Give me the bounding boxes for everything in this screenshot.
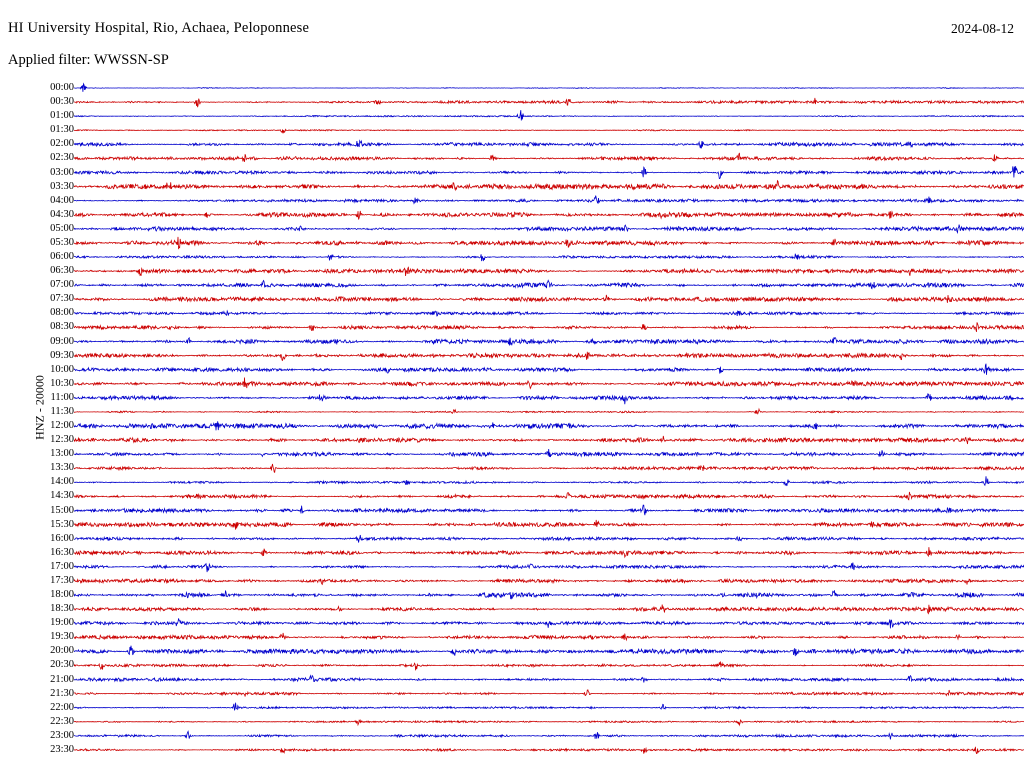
trace-line bbox=[74, 225, 1024, 233]
seismogram-traces bbox=[74, 78, 1024, 778]
trace-line bbox=[74, 364, 1024, 375]
time-label: 14:00 bbox=[50, 476, 74, 488]
trace-line bbox=[74, 605, 1024, 614]
time-label: 13:30 bbox=[50, 462, 74, 474]
trace-line bbox=[74, 520, 1024, 530]
trace-area bbox=[74, 78, 1024, 778]
trace-line bbox=[74, 280, 1024, 288]
time-label: 19:30 bbox=[50, 631, 74, 643]
time-label: 01:30 bbox=[50, 124, 74, 136]
trace-line bbox=[74, 535, 1024, 543]
trace-line bbox=[74, 590, 1024, 599]
time-label: 07:30 bbox=[50, 293, 74, 305]
page-title: HI University Hospital, Rio, Achaea, Peloponnese bbox=[8, 20, 310, 36]
trace-line bbox=[74, 703, 1024, 711]
time-label: 05:00 bbox=[50, 222, 74, 234]
trace-line bbox=[74, 676, 1024, 683]
time-label: 12:00 bbox=[50, 420, 74, 431]
time-label: 18:00 bbox=[50, 589, 74, 600]
time-label: 17:00 bbox=[50, 560, 74, 572]
trace-line bbox=[74, 409, 1024, 414]
trace-line bbox=[74, 110, 1024, 120]
trace-line bbox=[74, 237, 1024, 249]
trace-line bbox=[74, 254, 1024, 261]
time-label: 16:30 bbox=[50, 546, 74, 558]
time-label: 12:30 bbox=[50, 434, 74, 446]
time-label: 04:00 bbox=[50, 194, 74, 206]
time-label: 23:00 bbox=[50, 729, 74, 741]
time-label: 13:00 bbox=[50, 448, 74, 460]
trace-line bbox=[74, 464, 1024, 472]
time-label: 21:00 bbox=[50, 673, 74, 685]
trace-line bbox=[74, 690, 1024, 697]
time-axis bbox=[0, 78, 74, 778]
time-label: 10:30 bbox=[50, 377, 74, 389]
time-label: 17:30 bbox=[50, 574, 74, 586]
trace-line bbox=[74, 394, 1024, 404]
trace-line bbox=[74, 295, 1024, 303]
time-label: 06:30 bbox=[50, 265, 74, 277]
helicorder-plot bbox=[0, 78, 1024, 778]
time-label: 10:00 bbox=[50, 363, 74, 375]
time-label: 01:00 bbox=[50, 110, 74, 122]
time-label: 00:30 bbox=[50, 96, 74, 108]
trace-line bbox=[74, 449, 1024, 457]
time-label: 04:30 bbox=[50, 208, 74, 220]
trace-line bbox=[74, 211, 1024, 220]
trace-line bbox=[74, 196, 1024, 204]
time-label: 03:00 bbox=[50, 166, 74, 178]
trace-line bbox=[74, 378, 1024, 389]
time-label: 23:30 bbox=[50, 743, 74, 755]
trace-line bbox=[74, 436, 1024, 444]
trace-line bbox=[74, 84, 1024, 92]
time-label: 05:30 bbox=[50, 236, 74, 248]
trace-line bbox=[74, 337, 1024, 345]
time-label: 00:00 bbox=[50, 82, 74, 93]
trace-line bbox=[74, 98, 1024, 107]
time-label: 09:30 bbox=[50, 349, 74, 361]
y-axis-label: HNZ - 20000 bbox=[32, 375, 47, 440]
trace-line bbox=[74, 181, 1024, 190]
time-label: 20:00 bbox=[50, 645, 74, 657]
time-label: 15:00 bbox=[50, 504, 74, 516]
trace-line bbox=[74, 618, 1024, 628]
recording-date: 2024-08-12 bbox=[951, 21, 1014, 36]
applied-filter-label: Applied filter: WWSSN-SP bbox=[8, 52, 169, 68]
time-label: 22:30 bbox=[50, 715, 74, 727]
trace-line bbox=[74, 492, 1024, 500]
time-label: 18:30 bbox=[50, 603, 74, 615]
time-label: 06:00 bbox=[50, 251, 74, 262]
time-label: 11:00 bbox=[50, 391, 74, 403]
time-label: 21:30 bbox=[50, 687, 74, 699]
time-label: 15:30 bbox=[50, 518, 74, 530]
trace-line bbox=[74, 662, 1024, 671]
time-label: 08:30 bbox=[50, 321, 74, 333]
trace-line bbox=[74, 311, 1024, 316]
trace-line bbox=[74, 547, 1024, 557]
time-label: 09:00 bbox=[50, 335, 74, 347]
time-label: 19:00 bbox=[50, 617, 74, 629]
trace-line bbox=[74, 633, 1024, 640]
time-label: 16:00 bbox=[50, 532, 74, 544]
time-label: 02:00 bbox=[50, 138, 74, 150]
time-label: 02:30 bbox=[50, 152, 74, 164]
trace-line bbox=[74, 476, 1024, 486]
trace-line bbox=[74, 129, 1024, 133]
trace-line bbox=[74, 720, 1024, 725]
trace-line bbox=[74, 563, 1024, 573]
time-label: 07:00 bbox=[50, 279, 74, 291]
time-label: 14:30 bbox=[50, 490, 74, 502]
time-label: 11:30 bbox=[50, 405, 74, 417]
trace-line bbox=[74, 646, 1024, 656]
trace-line bbox=[74, 352, 1024, 361]
time-label: 20:30 bbox=[50, 659, 74, 671]
trace-line bbox=[74, 421, 1024, 430]
trace-line bbox=[74, 267, 1024, 276]
time-label: 08:00 bbox=[50, 307, 74, 319]
trace-line bbox=[74, 141, 1024, 149]
trace-line bbox=[74, 322, 1024, 332]
time-label: 03:30 bbox=[50, 180, 74, 192]
trace-line bbox=[74, 731, 1024, 739]
trace-line bbox=[74, 505, 1024, 515]
trace-line bbox=[74, 153, 1024, 162]
trace-line bbox=[74, 166, 1024, 178]
trace-line bbox=[74, 579, 1024, 585]
trace-line bbox=[74, 747, 1024, 754]
time-label: 22:00 bbox=[50, 701, 74, 713]
